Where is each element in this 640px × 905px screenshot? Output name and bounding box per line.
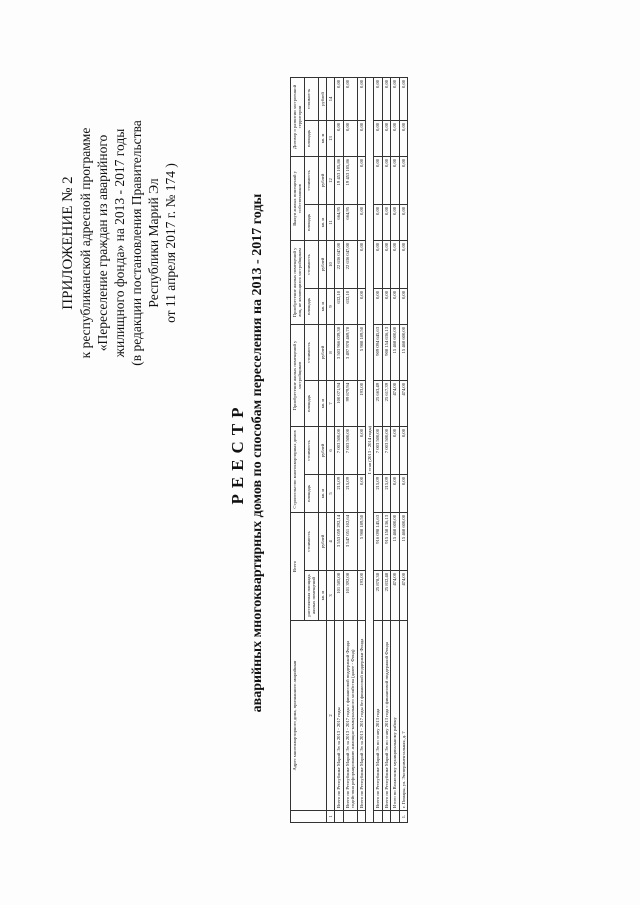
appendix-line: от 11 апреля 2017 г. № 174 ) [163, 162, 178, 323]
row-value: 0,00 [391, 120, 399, 156]
row-value: 215,09 [374, 474, 382, 512]
row-value: 0,00 [374, 156, 382, 204]
column-number: 3 [327, 570, 335, 620]
column-number: 6 [327, 426, 335, 474]
subheader-cost: стоимость [304, 240, 318, 288]
row-value: 0,00 [382, 204, 390, 240]
row-value: 0,00 [382, 156, 390, 204]
table-row [335, 77, 343, 822]
subheader-cost: стоимость [304, 156, 318, 204]
row-value: 0,00 [357, 156, 365, 204]
row-value: 15 468 600,00 [399, 324, 407, 380]
registry-body [335, 77, 408, 822]
title-main: РЕЕСТР [228, 400, 247, 505]
row-value: 193,00 [357, 380, 365, 426]
row-value: 3 497 978 469,78 [343, 324, 357, 380]
column-number: 8 [327, 324, 335, 380]
row-value: 15 468 600,00 [391, 324, 399, 380]
row-value: 99 879,94 [343, 380, 357, 426]
header-buy-other: Приобретение жилых помещений у лиц, не являющихся застройщиком [291, 240, 305, 324]
row-address: Всего по Республике Марий Эл за 2013 - 2017 годы с финансовой поддержкой Фонда содействия реформированию жилищно-коммунального хозяйства (далее - Фонд) [343, 620, 357, 810]
row-value: 664,95 [335, 204, 343, 240]
row-number [382, 810, 390, 822]
row-value: 25 878,38 [374, 570, 382, 620]
subheader-area: площадь [304, 120, 318, 156]
row-value: 0,00 [357, 426, 365, 474]
row-value: 25 663,49 [374, 380, 382, 426]
row-value: 15 468 600,00 [399, 512, 407, 570]
row-number [374, 810, 382, 822]
unit-sqm: кв. м [318, 288, 326, 324]
row-value: 0,00 [391, 77, 399, 120]
row-address: Итого по Волжскому муниципальному району [391, 620, 399, 810]
row-value: 0,00 [335, 120, 343, 156]
column-number: 9 [327, 288, 335, 324]
row-value: 0,00 [374, 240, 382, 288]
row-value: 474,00 [391, 570, 399, 620]
row-value: 0,00 [391, 240, 399, 288]
row-value: 0,00 [374, 120, 382, 156]
row-value: 909 094 645,63 [374, 324, 382, 380]
stage-row [366, 77, 374, 822]
unit-rub: рублей [318, 240, 326, 288]
row-value: 3 547 051 102,64 [343, 512, 357, 570]
column-number: 2 [327, 620, 335, 810]
row-value: 0,00 [382, 288, 390, 324]
row-value: 0,00 [382, 77, 390, 120]
registry-table [290, 76, 408, 822]
appendix-number: ПРИЛОЖЕНИЕ № 2 [60, 175, 76, 310]
unit-rub: рублей [318, 156, 326, 204]
row-value: 0,00 [399, 156, 407, 204]
row-value: 664,95 [343, 204, 357, 240]
appendix-line: (в редакции постановления Правительства [129, 119, 144, 366]
row-value: 25 617,39 [382, 380, 390, 426]
row-value: 632,10 [343, 288, 357, 324]
unit-sqm: кв. м [318, 380, 326, 426]
header-build: Строительство многоквартирных домов [291, 426, 305, 512]
row-number [357, 810, 365, 822]
row-value: 101 392,08 [343, 570, 357, 620]
row-value: 22 636 047,00 [343, 240, 357, 288]
row-value: 0,00 [391, 204, 399, 240]
row-value: 0,00 [357, 204, 365, 240]
row-value: 0,00 [391, 426, 399, 474]
row-value: 193,00 [357, 570, 365, 620]
column-number: 4 [327, 512, 335, 570]
subheader-cost: стоимость [304, 77, 318, 120]
row-value: 0,00 [399, 77, 407, 120]
row-value: 101 585,08 [335, 570, 343, 620]
row-address: Всего по Республике Марий Эл за 2013 - 2017 годы без финансовой поддержки Фонда [357, 620, 365, 810]
row-number: 1. [399, 810, 407, 822]
subheader-area-res: расселяемая площадь жилых помещений [304, 570, 318, 620]
row-value: 915 158 136,13 [382, 512, 390, 570]
header-buy-developer: Приобретение жилых помещений у застройщиков [291, 324, 305, 426]
row-value: 0,00 [357, 120, 365, 156]
unit-rub: рублей [318, 426, 326, 474]
column-numbers-row [327, 77, 335, 822]
unit-rub: рублей [318, 324, 326, 380]
row-value: 0,00 [399, 204, 407, 240]
row-value: 0,00 [399, 240, 407, 288]
row-value: 0,00 [374, 204, 382, 240]
row-value: 19 453 105,86 [335, 156, 343, 204]
header-contract: Договор о развитии застроенной территории [291, 77, 305, 156]
row-value: 7 003 500,00 [343, 426, 357, 474]
row-number [391, 810, 399, 822]
row-value: 0,00 [399, 288, 407, 324]
table-row [374, 77, 382, 822]
row-value: 0,00 [357, 77, 365, 120]
appendix-line: «Переселение граждан из аварийного [95, 134, 110, 351]
row-address: Всего по Республике Марий Эл по этапу 2013 года [374, 620, 382, 810]
row-number [335, 810, 343, 822]
row-value: 0,00 [399, 474, 407, 512]
row-value: 22 636 047,00 [335, 240, 343, 288]
row-value: 3 503 966 039,38 [335, 324, 343, 380]
column-number: 1 [327, 810, 335, 822]
row-value: 5 988 189,50 [357, 512, 365, 570]
appendix-line: жилищного фонда» на 2013 - 2017 годы [112, 128, 127, 357]
column-number: 13 [327, 120, 335, 156]
row-value: 215,09 [343, 474, 357, 512]
row-value: 0,00 [343, 77, 357, 120]
header-ransom: Выкуп жилых помещений у собственников [291, 156, 305, 240]
row-value: 632,10 [335, 288, 343, 324]
subheader-area: площадь [304, 288, 318, 324]
subheader-cost: стоимость [304, 512, 318, 570]
appendix-block [60, 93, 179, 393]
unit-rub: рублей [318, 77, 326, 120]
subheader-area: площадь [304, 204, 318, 240]
row-value: 7 003 500,00 [335, 426, 343, 474]
header-address: Адрес многоквартирного дома, признанного аварийным [291, 620, 327, 810]
table-row [391, 77, 399, 822]
row-value: 0,00 [382, 240, 390, 288]
row-number [343, 810, 357, 822]
row-value: 474,00 [391, 380, 399, 426]
row-value: 0,00 [382, 120, 390, 156]
unit-sqm: кв. м [318, 120, 326, 156]
subheader-cost: стоимость [304, 426, 318, 474]
row-address: Всего по Республике Марий Эл за 2013 - 2017 годы [335, 620, 343, 810]
row-value: 0,00 [357, 474, 365, 512]
column-number: 14 [327, 77, 335, 120]
table-row [357, 77, 365, 822]
rotated-sheet [40, 53, 600, 853]
row-value: 916 098 145,63 [374, 512, 382, 570]
row-value: 0,00 [391, 288, 399, 324]
column-number: 5 [327, 474, 335, 512]
row-value: 0,00 [335, 77, 343, 120]
row-value: 5 988 189,50 [357, 324, 365, 380]
row-value: 100 071,94 [335, 380, 343, 426]
row-value: 25 832,48 [382, 570, 390, 620]
row-value: 0,00 [343, 120, 357, 156]
column-number: 11 [327, 204, 335, 240]
row-address: Всего по Республике Марий Эл по этапу 2013 года с финансовой поддержкой Фонда [382, 620, 390, 810]
row-value: 474,00 [399, 570, 407, 620]
column-number: 12 [327, 156, 335, 204]
row-value: 0,00 [357, 288, 365, 324]
stage-label: I этап (2013 - 2014 годы) [366, 77, 374, 822]
unit-rub: рублей [318, 512, 326, 570]
row-value: 0,00 [399, 120, 407, 156]
row-value: 0,00 [399, 426, 407, 474]
column-number: 10 [327, 240, 335, 288]
table-row [343, 77, 357, 822]
unit-sqm: кв. м [318, 474, 326, 512]
row-value: 0,00 [374, 288, 382, 324]
row-value: 215,09 [335, 474, 343, 512]
table-row [399, 77, 407, 822]
appendix-line: к республиканской адресной программе [78, 127, 93, 358]
header-num [291, 810, 327, 822]
unit-sqm: кв. м [318, 570, 326, 620]
appendix-line: Республики Марий Эл [146, 177, 161, 308]
subheader-area: площадь [304, 380, 318, 426]
subheader-cost: стоимость [304, 324, 318, 380]
header-total: Всего [291, 512, 305, 620]
table-row [382, 77, 390, 822]
row-value: 19 453 105,86 [343, 156, 357, 204]
row-value: 215,09 [382, 474, 390, 512]
row-value: 474,00 [399, 380, 407, 426]
unit-sqm: кв. м [318, 204, 326, 240]
row-value: 0,00 [374, 77, 382, 120]
row-value: 3 553 059 292,14 [335, 512, 343, 570]
row-value: 0,00 [391, 156, 399, 204]
row-value: 7 003 500,00 [382, 426, 390, 474]
row-address: г. Помары, ул. Экспериментальная, д. 7 [399, 620, 407, 810]
title-sub: аварийных многоквартирных домов по способам переселения на 2013 - 2017 годы [250, 193, 265, 712]
row-value: 0,00 [357, 240, 365, 288]
subheader-area: площадь [304, 474, 318, 512]
row-value: 15 468 600,00 [391, 512, 399, 570]
row-value: 908 154 636,13 [382, 324, 390, 380]
document-title [228, 53, 266, 853]
row-value: 0,00 [391, 474, 399, 512]
row-value: 7 003 500,00 [374, 426, 382, 474]
column-number: 7 [327, 380, 335, 426]
